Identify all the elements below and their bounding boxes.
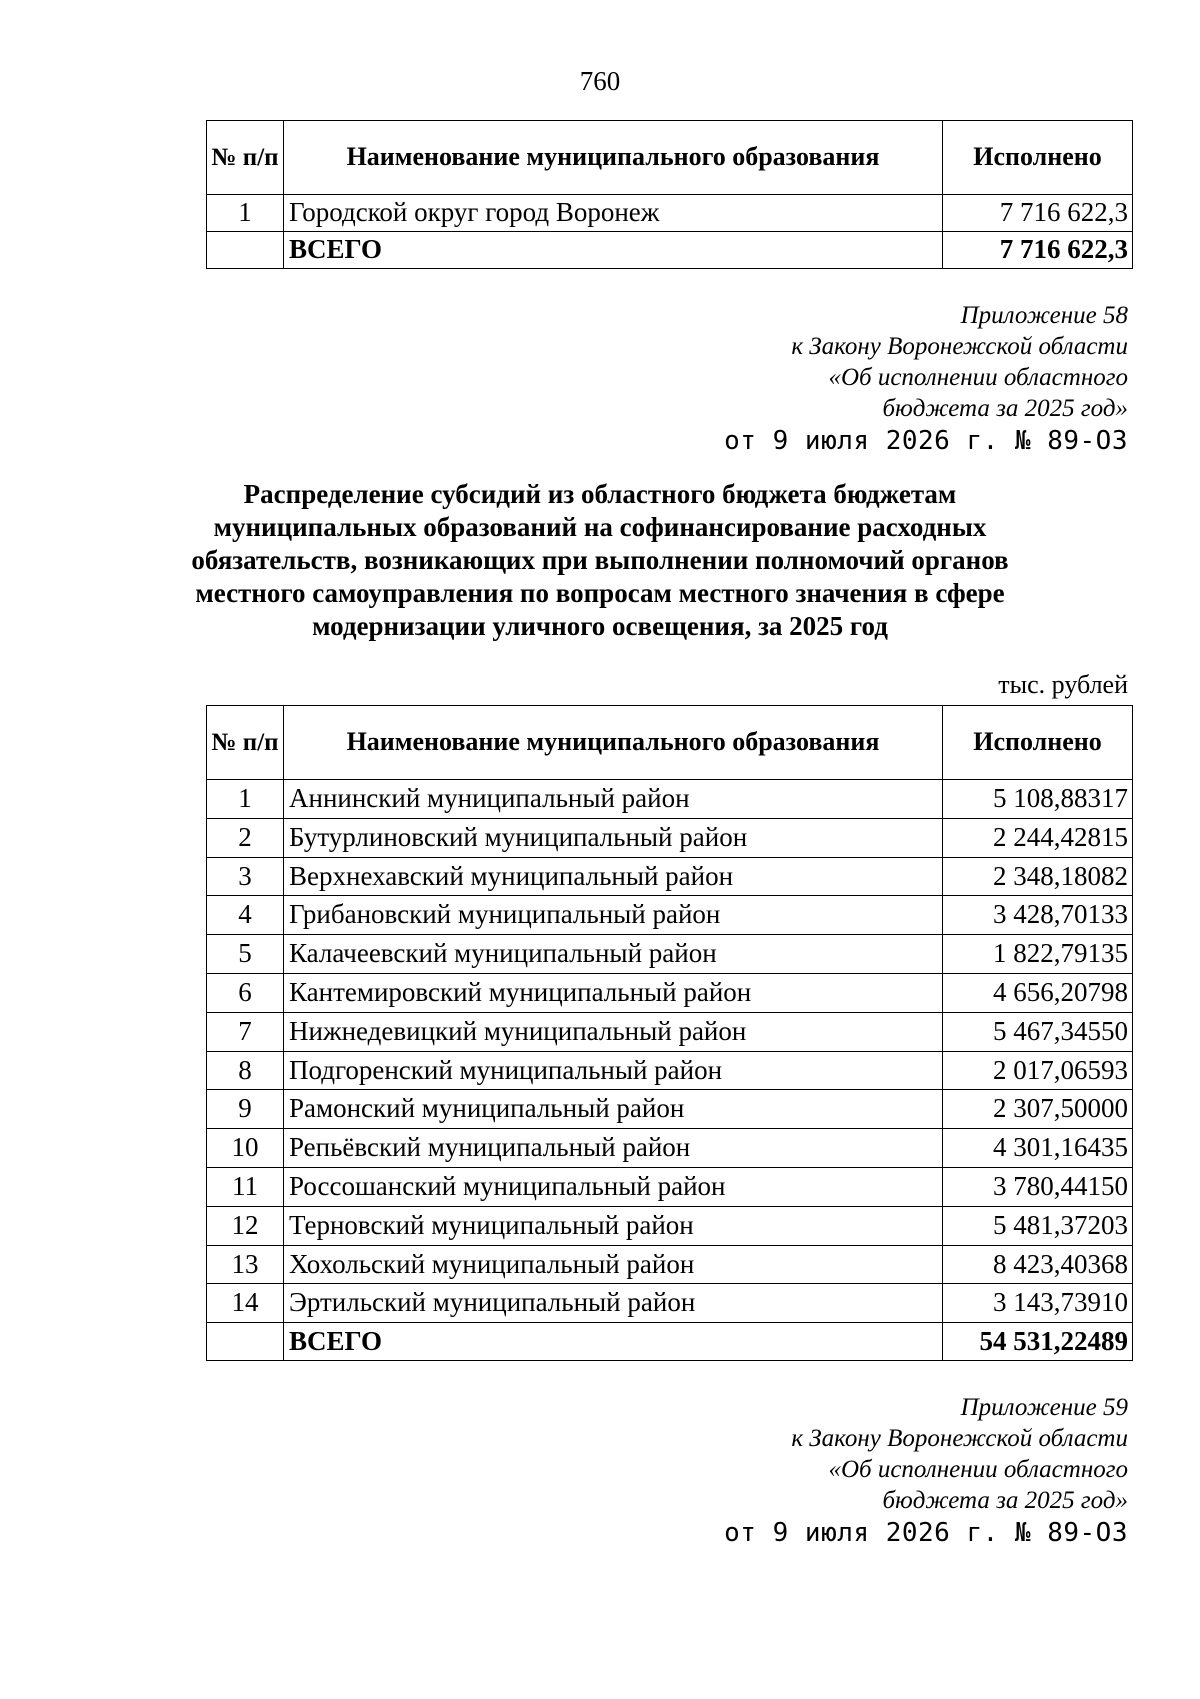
table-street-lighting-subsidies <box>206 705 1133 1361</box>
row-amount: 2 017,06593 <box>943 1051 1133 1090</box>
row-amount: 5 108,88317 <box>943 780 1133 819</box>
row-num: 7 <box>207 1012 284 1051</box>
row-name: Репьёвский муниципальный район <box>284 1129 943 1168</box>
appendix-line: «Об исполнении областного <box>828 364 1128 391</box>
header-name: Наименование муниципального образования <box>284 706 943 780</box>
row-num: 14 <box>207 1284 284 1323</box>
row-num: 13 <box>207 1245 284 1284</box>
header-num: № п/п <box>207 121 284 195</box>
row-name: Подгоренский муниципальный район <box>284 1051 943 1090</box>
table-total-row <box>207 232 1133 269</box>
document-title: Распределение субсидий из областного бюджета бюджетам муниципальных образований на софинансирование расходных обязательств, возникающих при выполнении полномочий органов местного самоуправления по вопросам местного значения в сфере модернизации уличного освещения, за 2025 год <box>191 479 1009 641</box>
table-row <box>207 1129 1133 1168</box>
table-row <box>207 1206 1133 1245</box>
table-row <box>207 1012 1133 1051</box>
row-name: Россошанский муниципальный район <box>284 1167 943 1206</box>
row-name: Калачеевский муниципальный район <box>284 935 943 974</box>
total-label: ВСЕГО <box>284 1323 943 1361</box>
total-label: ВСЕГО <box>284 232 943 269</box>
page-number: 760 <box>579 66 621 96</box>
table-municipal-voronezh <box>206 120 1133 269</box>
row-name: Верхнехавский муниципальный район <box>284 857 943 896</box>
row-amount: 2 307,50000 <box>943 1090 1133 1129</box>
row-name: Хохольский муниципальный район <box>284 1245 943 1284</box>
row-name: Городской округ город Воронеж <box>284 195 943 232</box>
table-row <box>207 1245 1133 1284</box>
row-name: Бутурлиновский муниципальный район <box>284 818 943 857</box>
appendix-58-note <box>724 300 1128 457</box>
header-amount: Исполнено <box>943 706 1133 780</box>
header-amount: Исполнено <box>943 121 1133 195</box>
table-row <box>207 195 1133 232</box>
table-row <box>207 1051 1133 1090</box>
row-name: Терновский муниципальный район <box>284 1206 943 1245</box>
table-row <box>207 780 1133 819</box>
row-name: Нижнедевицкий муниципальный район <box>284 1012 943 1051</box>
row-num: 3 <box>207 857 284 896</box>
appendix-line: «Об исполнении областного <box>828 1456 1128 1483</box>
table-row <box>207 818 1133 857</box>
table-row <box>207 896 1133 935</box>
table-row <box>207 1090 1133 1129</box>
appendix-line: Приложение 59 <box>960 1394 1128 1421</box>
appendix-line: бюджета за 2025 год» <box>882 395 1128 422</box>
header-name: Наименование муниципального образования <box>284 121 943 195</box>
row-num: 9 <box>207 1090 284 1129</box>
row-num: 12 <box>207 1206 284 1245</box>
row-amount: 7 716 622,3 <box>943 195 1133 232</box>
row-amount: 3 428,70133 <box>943 896 1133 935</box>
row-name: Эртильский муниципальный район <box>284 1284 943 1323</box>
row-amount: 5 481,37203 <box>943 1206 1133 1245</box>
row-num: 10 <box>207 1129 284 1168</box>
row-amount: 3 780,44150 <box>943 1167 1133 1206</box>
row-num: 8 <box>207 1051 284 1090</box>
total-empty-cell <box>207 1323 284 1361</box>
appendix-date: от 9 июля 2026 г. № 89-ОЗ <box>724 1518 1128 1548</box>
table-row <box>207 857 1133 896</box>
row-num: 4 <box>207 896 284 935</box>
row-amount: 3 143,73910 <box>943 1284 1133 1323</box>
row-num: 6 <box>207 973 284 1012</box>
row-amount: 4 656,20798 <box>943 973 1133 1012</box>
row-amount: 1 822,79135 <box>943 935 1133 974</box>
table-row <box>207 1167 1133 1206</box>
appendix-date: от 9 июля 2026 г. № 89-ОЗ <box>724 426 1128 456</box>
table-header-row <box>207 706 1133 780</box>
row-amount: 4 301,16435 <box>943 1129 1133 1168</box>
header-num: № п/п <box>207 706 284 780</box>
row-num: 2 <box>207 818 284 857</box>
total-empty-cell <box>207 232 284 269</box>
appendix-line: к Закону Воронежской области <box>791 1425 1128 1452</box>
row-num: 5 <box>207 935 284 974</box>
row-num: 1 <box>207 195 284 232</box>
total-amount: 54 531,22489 <box>943 1323 1133 1361</box>
row-amount: 2 348,18082 <box>943 857 1133 896</box>
appendix-line: Приложение 58 <box>960 302 1128 329</box>
row-num: 1 <box>207 780 284 819</box>
row-amount: 2 244,42815 <box>943 818 1133 857</box>
row-num: 11 <box>207 1167 284 1206</box>
appendix-line: бюджета за 2025 год» <box>882 1487 1128 1514</box>
row-name: Аннинский муниципальный район <box>284 780 943 819</box>
unit-label: тыс. рублей <box>998 670 1128 699</box>
appendix-line: к Закону Воронежской области <box>791 333 1128 360</box>
table-row <box>207 935 1133 974</box>
row-amount: 5 467,34550 <box>943 1012 1133 1051</box>
row-name: Грибановский муниципальный район <box>284 896 943 935</box>
table-header-row <box>207 121 1133 195</box>
row-amount: 8 423,40368 <box>943 1245 1133 1284</box>
appendix-59-note <box>724 1392 1128 1549</box>
table-row <box>207 1284 1133 1323</box>
table-total-row <box>207 1323 1133 1361</box>
table-row <box>207 973 1133 1012</box>
total-amount: 7 716 622,3 <box>943 232 1133 269</box>
row-name: Рамонский муниципальный район <box>284 1090 943 1129</box>
row-name: Кантемировский муниципальный район <box>284 973 943 1012</box>
